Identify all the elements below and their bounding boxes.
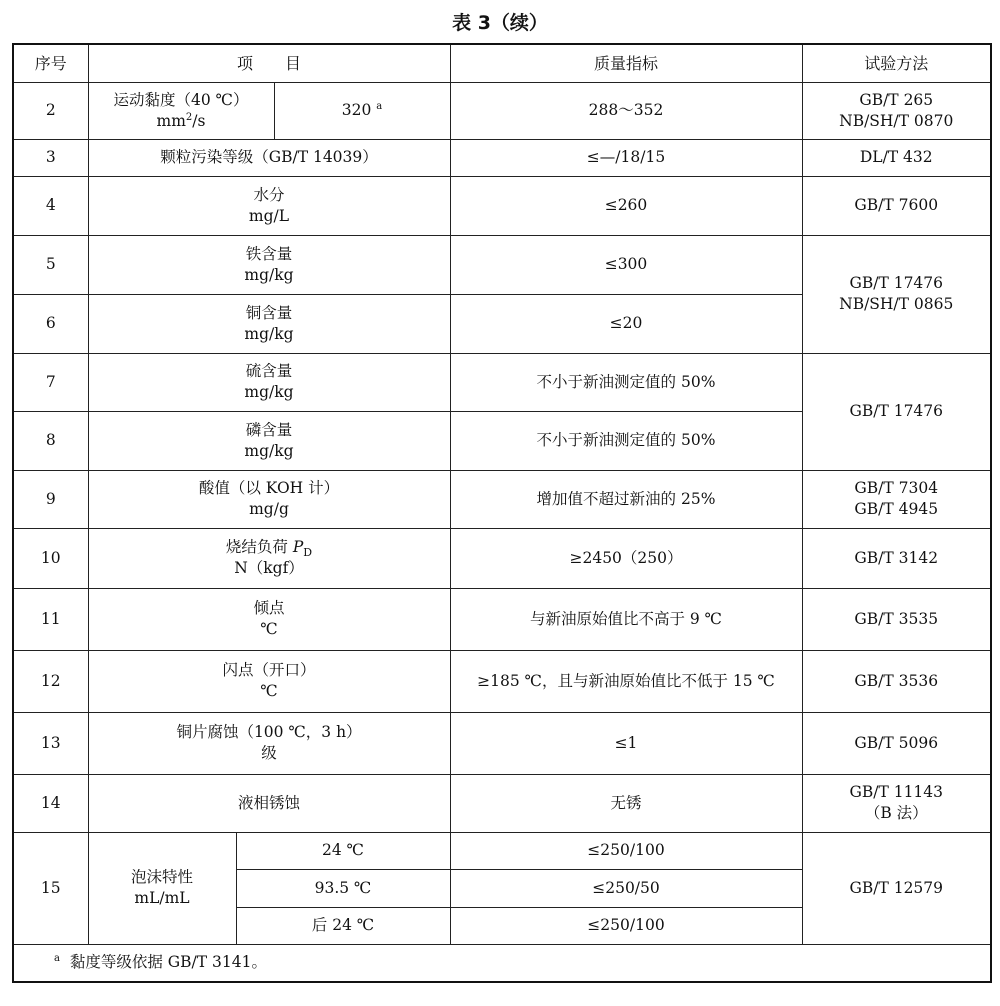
- table-row: [13, 588, 991, 650]
- method-line1: GB/T 7304: [854, 479, 939, 497]
- row-spec: ≤250/100: [450, 832, 802, 869]
- row-method: GB/T 3142: [802, 528, 991, 588]
- item-line1: 磷含量: [245, 420, 293, 439]
- row-method: [802, 470, 991, 528]
- quality-table: [12, 43, 992, 983]
- item-line1: 运动黏度（40 ℃）: [113, 90, 249, 109]
- row-no: 8: [13, 411, 88, 470]
- row-spec: ≤20: [450, 294, 802, 353]
- item-line1: 闪点（开口）: [222, 661, 316, 679]
- table-caption: 表 3（续）: [452, 12, 548, 34]
- unit-rest: /s: [192, 111, 206, 130]
- item-line1: 硫含量: [245, 362, 293, 380]
- table-row: [13, 176, 991, 235]
- item-line1: 铜片腐蚀（100 ℃，3 h）: [176, 723, 362, 741]
- item-unit: ℃: [260, 620, 278, 638]
- row-spec: ≤300: [450, 235, 802, 294]
- item-label: 烧结负荷: [225, 538, 293, 556]
- footnote-text: 黏度等级依据 GB/T 3141。: [69, 953, 267, 972]
- item-line1: 倾点: [253, 599, 285, 617]
- row-no: 7: [13, 353, 88, 411]
- table-row: [13, 470, 991, 528]
- row-no: 4: [13, 176, 88, 235]
- item-unit: 级: [261, 744, 277, 762]
- row-method: [802, 82, 991, 139]
- item-line1: 泡沫特性: [130, 868, 193, 886]
- row-no: 2: [13, 82, 88, 139]
- item-unit: mg/kg: [244, 383, 294, 401]
- row-item: 颗粒污染等级（GB/T 14039）: [88, 139, 450, 176]
- row-no: 9: [13, 470, 88, 528]
- item-line1: 水分: [253, 185, 285, 204]
- footnote: [13, 944, 991, 982]
- row-spec: ≤260: [450, 176, 802, 235]
- method-line2: GB/T 4945: [854, 500, 939, 518]
- table-row: [13, 528, 991, 588]
- row-method: GB/T 7600: [802, 176, 991, 235]
- header-item: 项 目: [88, 44, 450, 82]
- item-line1: 铁含量: [245, 244, 293, 263]
- method-line2: NB/SH/T 0870: [839, 111, 954, 130]
- row-item: [88, 832, 236, 944]
- row-spec: ≤250/100: [450, 907, 802, 944]
- header-method: 试验方法: [802, 44, 991, 82]
- row-method: GB/T 3536: [802, 650, 991, 712]
- table-row: [13, 774, 991, 832]
- item-unit: mL/mL: [134, 889, 190, 907]
- item-line1: [92, 537, 447, 558]
- row-spec: 不小于新油测定值的 50%: [450, 353, 802, 411]
- row-no: 6: [13, 294, 88, 353]
- footnote-row: [13, 944, 991, 982]
- row-spec: ≥185 ℃，且与新油原始值比不低于 15 ℃: [450, 650, 802, 712]
- header-row: [13, 44, 991, 82]
- unit-base: mm: [156, 111, 186, 130]
- table-row: [13, 832, 991, 869]
- row-item: [88, 411, 450, 470]
- item-unit: mg/L: [248, 206, 290, 225]
- row-item: [88, 588, 450, 650]
- row-spec: 不小于新油测定值的 50%: [450, 411, 802, 470]
- method-line2: NB/SH/T 0865: [839, 295, 954, 313]
- grade-value: 320: [341, 101, 372, 119]
- row-item: [88, 176, 450, 235]
- table-row: [13, 650, 991, 712]
- row-spec: ≥2450（250）: [450, 528, 802, 588]
- item-unit: mg/g: [249, 500, 289, 518]
- item-line1: 铜含量: [245, 303, 293, 322]
- row-method: GB/T 17476: [802, 353, 991, 470]
- method-line1: GB/T 11143: [849, 783, 944, 801]
- table-row: [13, 82, 991, 139]
- foam-temp: 24 ℃: [236, 832, 450, 869]
- row-no: 3: [13, 139, 88, 176]
- item-unit: mg/kg: [244, 265, 294, 284]
- row-item: [88, 528, 450, 588]
- row-no: 12: [13, 650, 88, 712]
- item-line1: 酸值（以 KOH 计）: [198, 479, 340, 497]
- item-unit: mg/kg: [244, 441, 294, 460]
- row-method: [802, 235, 991, 353]
- row-item: [88, 470, 450, 528]
- row-spec: ≤1: [450, 712, 802, 774]
- table-row: [13, 353, 991, 411]
- row-item: [88, 650, 450, 712]
- item-unit: ℃: [260, 682, 278, 700]
- row-method: [802, 774, 991, 832]
- item-unit: N（kgf）: [234, 559, 304, 577]
- row-method: GB/T 12579: [802, 832, 991, 944]
- method-line1: GB/T 17476: [849, 274, 944, 292]
- symbol-p: P: [292, 538, 304, 556]
- item-unit: [92, 111, 271, 132]
- foam-temp: 后 24 ℃: [236, 907, 450, 944]
- method-line2: （B 法）: [864, 804, 928, 822]
- row-spec: 288～352: [450, 82, 802, 139]
- row-spec: 无锈: [450, 774, 802, 832]
- row-item: [88, 82, 274, 139]
- row-spec: ≤—/18/15: [450, 139, 802, 176]
- row-spec: 与新油原始值比不高于 9 ℃: [450, 588, 802, 650]
- header-no: 序号: [13, 44, 88, 82]
- row-item: [88, 235, 450, 294]
- method-line1: GB/T 265: [859, 90, 934, 109]
- table-row: [13, 712, 991, 774]
- header-spec: 质量指标: [450, 44, 802, 82]
- table-row: [13, 235, 991, 294]
- row-method: GB/T 5096: [802, 712, 991, 774]
- unit-sup: 2: [185, 111, 193, 123]
- row-no: 14: [13, 774, 88, 832]
- row-method: DL/T 432: [802, 139, 991, 176]
- row-no: 10: [13, 528, 88, 588]
- viscosity-grade: [274, 82, 450, 139]
- footnote-marker: a: [376, 100, 383, 112]
- row-item: [88, 353, 450, 411]
- item-unit: mg/kg: [244, 324, 294, 343]
- table-row: [13, 139, 991, 176]
- symbol-subscript: D: [303, 546, 313, 560]
- row-no: 13: [13, 712, 88, 774]
- row-spec: 增加值不超过新油的 25%: [450, 470, 802, 528]
- row-item: 液相锈蚀: [88, 774, 450, 832]
- row-item: [88, 712, 450, 774]
- row-spec: ≤250/50: [450, 869, 802, 907]
- row-no: 5: [13, 235, 88, 294]
- row-method: GB/T 3535: [802, 588, 991, 650]
- row-item: [88, 294, 450, 353]
- foam-temp: 93.5 ℃: [236, 869, 450, 907]
- footnote-mark: a: [54, 953, 60, 965]
- row-no: 11: [13, 588, 88, 650]
- row-no: 15: [13, 832, 88, 944]
